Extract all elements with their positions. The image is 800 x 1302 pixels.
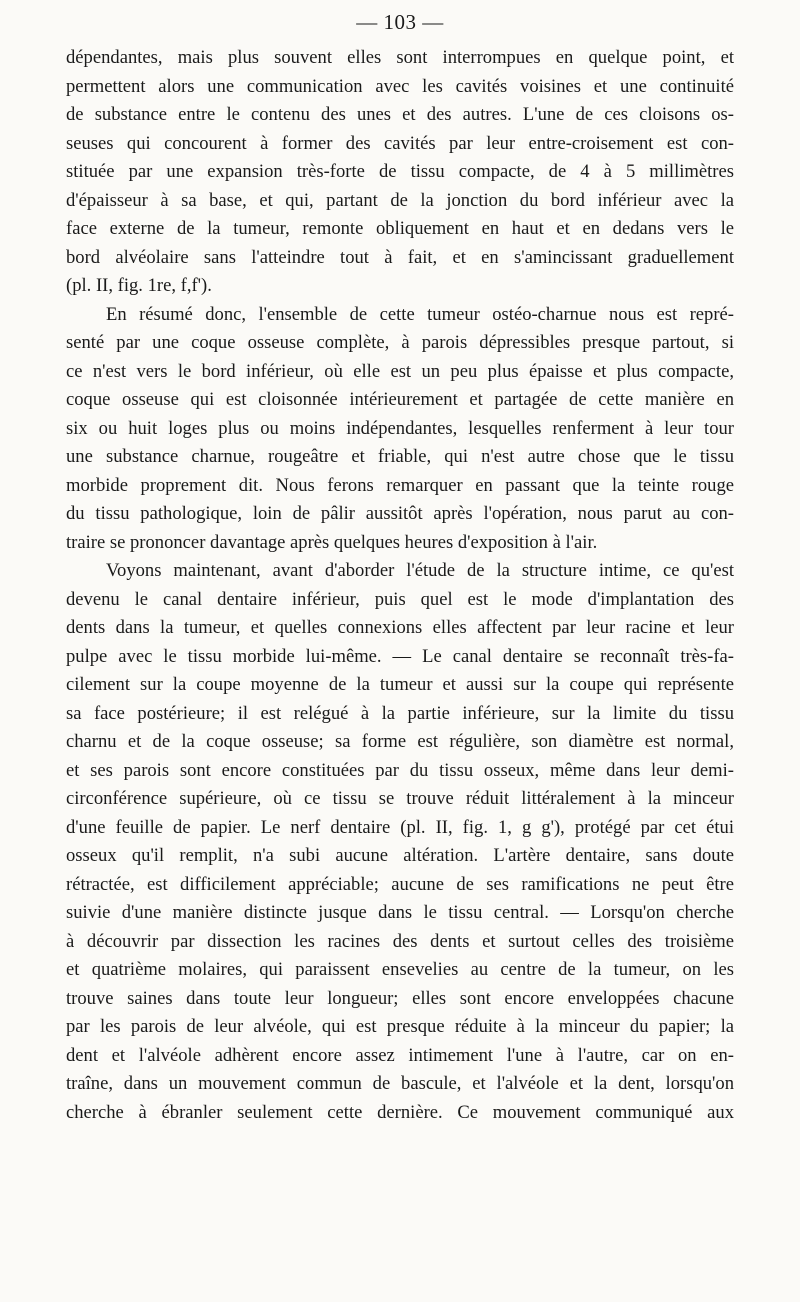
text-line: une substance charnue, rougeâtre et friable, qui n'est autre chose que le tissu <box>66 446 734 467</box>
text-line: Voyons maintenant, avant d'aborder l'étude de la structure intime, ce qu'est <box>106 560 734 581</box>
text-line: seuses qui concourent à former des cavités par leur entre-croisement est con- <box>66 132 734 154</box>
text-line: face externe de la tumeur, remonte obliquement en haut et en dedans vers le <box>66 218 734 239</box>
text-line: senté par une coque osseuse complète, à parois dépressibles presque partout, si <box>66 332 734 353</box>
text-line: à découvrir par dissection les racines des dents et surtout celles des troisième <box>66 930 734 952</box>
text-line: rétractée, est difficilement appréciable; aucune de ses ramifications ne peut être <box>66 873 734 895</box>
text-line: trouve saines dans toute leur longueur; elles sont encore enveloppées chacune <box>66 987 734 1009</box>
body-text <box>66 44 734 1127</box>
text-line: coque osseuse qui est cloisonnée intérieurement et partagée de cette manière en <box>66 389 734 410</box>
text-line: d'une feuille de papier. Le nerf dentaire (pl. II, fig. 1, g g'), protégé par cet étui <box>66 816 734 838</box>
text-line: pulpe avec le tissu morbide lui-même. — Le canal dentaire se reconnaît très-fa- <box>66 645 734 667</box>
text-line: de substance entre le contenu des unes et des autres. L'une de ces cloisons os- <box>66 104 734 125</box>
text-line: dent et l'alvéole adhèrent encore assez intimement l'une à l'autre, car on en- <box>66 1044 734 1066</box>
text-line: ce n'est vers le bord inférieur, où elle est un peu plus épaisse et plus compacte, <box>66 360 734 382</box>
text-line: bord alvéolaire sans l'atteindre tout à fait, et en s'amincissant graduellement <box>66 246 734 268</box>
text-line: En résumé donc, l'ensemble de cette tumeur ostéo-charnue nous est repré- <box>106 303 734 325</box>
page-number: — 103 — <box>356 10 444 34</box>
text-line: cilement sur la coupe moyenne de la tumeur et aussi sur la coupe qui représente <box>66 674 734 695</box>
paragraph <box>66 301 734 558</box>
text-line: cherche à ébranler seulement cette dernière. Ce mouvement communiqué aux <box>66 1101 734 1123</box>
text-line: (pl. II, fig. 1re, f,f'). <box>66 275 212 296</box>
text-line: six ou huit loges plus ou moins indépendantes, lesquelles renferment à leur tour <box>66 417 734 439</box>
text-line: du tissu pathologique, loin de pâlir aussitôt après l'opération, nous parut au con- <box>66 503 734 524</box>
text-line: stituée par une expansion très-forte de tissu compacte, de 4 à 5 millimètres <box>66 161 734 182</box>
text-line: circonférence supérieure, où ce tissu se trouve réduit littéralement à la minceur <box>66 788 734 809</box>
paragraph <box>66 44 734 301</box>
paragraph <box>66 557 734 1127</box>
text-line: et quatrième molaires, qui paraissent ensevelies au centre de la tumeur, on les <box>66 959 734 980</box>
text-line: dents dans la tumeur, et quelles connexions elles affectent par leur racine et leur <box>66 617 734 638</box>
text-line: sa face postérieure; il est relégué à la partie inférieure, sur la limite du tissu <box>66 702 734 724</box>
text-line: morbide proprement dit. Nous ferons remarquer en passant que la teinte rouge <box>66 474 734 496</box>
text-line: devenu le canal dentaire inférieur, puis quel est le mode d'implantation des <box>66 588 734 610</box>
text-line: suivie d'une manière distincte jusque dans le tissu central. — Lorsqu'on cherche <box>66 902 734 923</box>
text-line: permettent alors une communication avec les cavités voisines et une continuité <box>66 75 734 97</box>
text-line: d'épaisseur à sa base, et qui, partant de la jonction du bord inférieur avec la <box>66 189 734 211</box>
text-line: par les parois de leur alvéole, qui est presque réduite à la minceur du papier; la <box>66 1016 734 1037</box>
text-line: osseux qu'il remplit, n'a subi aucune altération. L'artère dentaire, sans doute <box>66 845 734 866</box>
text-line: charnu et de la coque osseuse; sa forme est régulière, son diamètre est normal, <box>66 731 734 752</box>
text-line: traire se prononcer davantage après quelques heures d'exposition à l'air. <box>66 531 598 553</box>
text-line: traîne, dans un mouvement commun de bascule, et l'alvéole et la dent, lorsqu'on <box>66 1073 734 1094</box>
text-line: dépendantes, mais plus souvent elles sont interrompues en quelque point, et <box>66 47 734 68</box>
text-line: et ses parois sont encore constituées par du tissu osseux, même dans leur demi- <box>66 759 734 781</box>
